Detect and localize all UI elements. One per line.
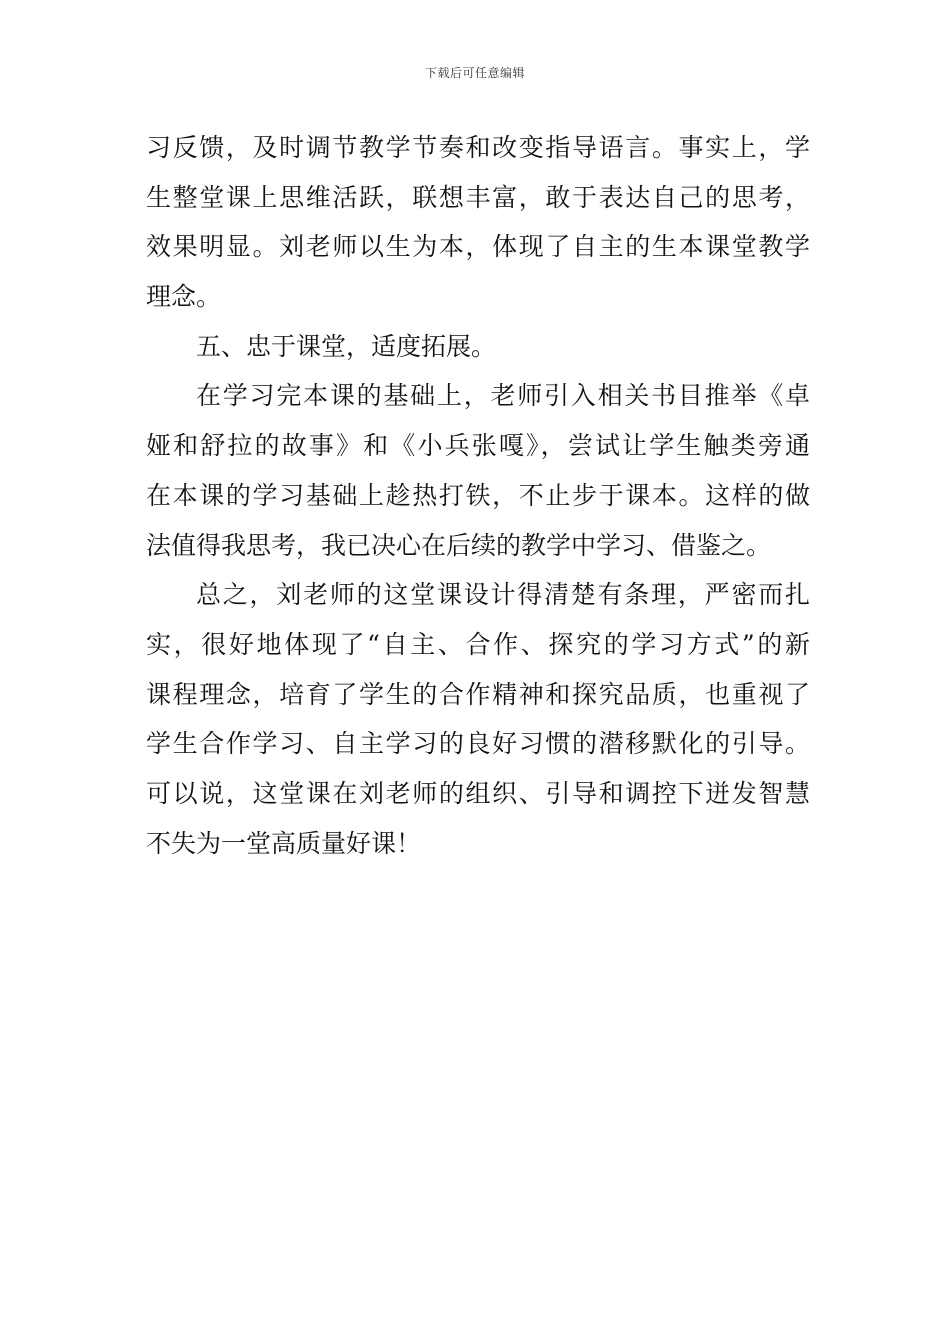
text-line: 理念。 — [146, 282, 222, 312]
text-line: 法值得我思考，我已决心在后续的教学中学习、借鉴之。 — [146, 530, 772, 560]
text-line: 课程理念，培育了学生的合作精神和探究品质，也重视了 — [146, 679, 810, 709]
text-line: 总之，刘老师的这堂课设计得清楚有条理，严密而扎 — [196, 580, 810, 610]
text-line: 效果明显。刘老师以生为本，体现了自主的生本课堂教学 — [146, 232, 810, 262]
document-body — [146, 123, 810, 868]
text-line: 可以说，这堂课在刘老师的组织、引导和调控下迸发智慧 — [146, 778, 810, 808]
section-heading: 五、忠于课堂，适度拓展。 — [196, 331, 497, 361]
text-line: 习反馈，及时调节教学节奏和改变指导语言。事实上，学 — [146, 133, 810, 162]
text-line: 学生合作学习、自主学习的良好习惯的潜移默化的引导。 — [146, 729, 810, 759]
text-line: 生整堂课上思维活跃，联想丰富，敢于表达自己的思考， — [146, 182, 810, 212]
text-line: 娅和舒拉的故事》和《小兵张嘎》，尝试让学生触类旁通 — [146, 431, 810, 461]
page-header: 下载后可任意编辑 — [424, 66, 525, 80]
text-line: 不失为一堂高质量好课！ — [146, 828, 422, 858]
text-line: 实，很好地体现了“自主、合作、探究的学习方式”的新 — [146, 629, 810, 659]
text-line: 在学习完本课的基础上，老师引入相关书目推举《卓 — [196, 381, 810, 411]
text-line: 在本课的学习基础上趁热打铁，不止步于课本。这样的做 — [146, 480, 810, 510]
